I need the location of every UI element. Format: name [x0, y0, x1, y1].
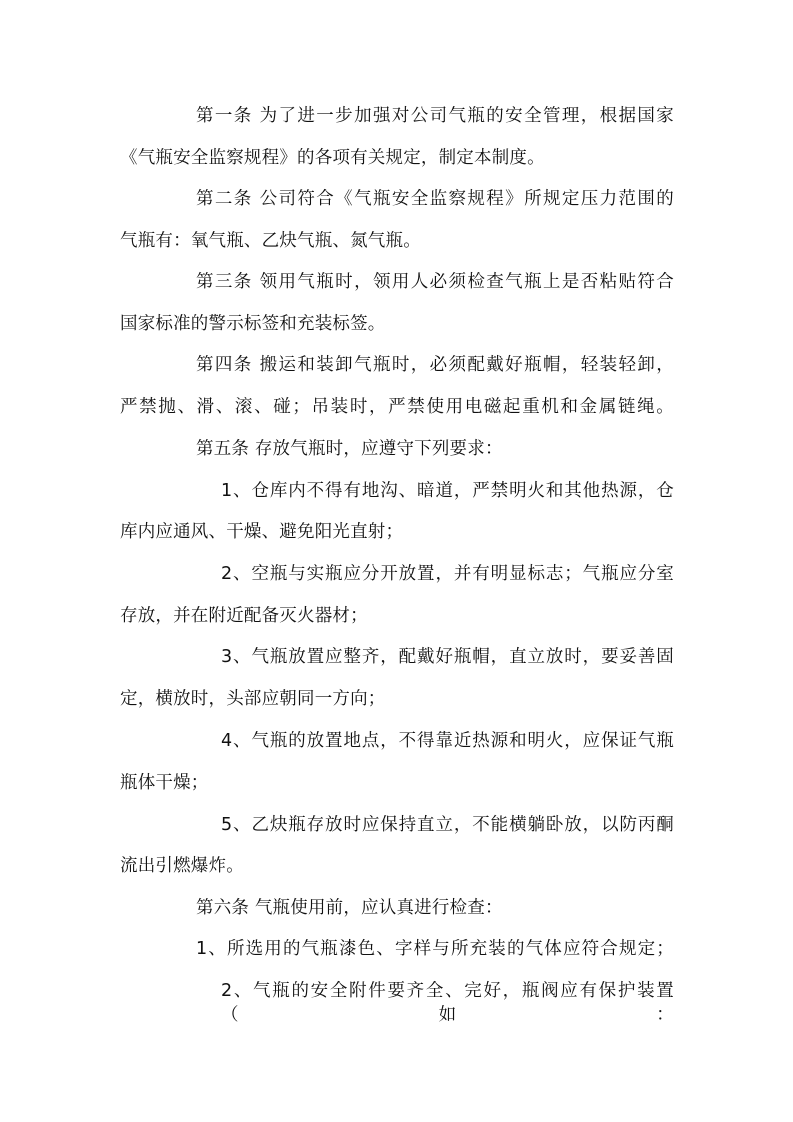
article-5-item-3-line-2: 定，横放时，头部应朝同一方向； [120, 689, 386, 709]
article-1-line-2: 《气瓶安全监察规程》的各项有关规定，制定本制度。 [120, 148, 545, 168]
article-5-item-5-line-2: 流出引燃爆炸。 [120, 856, 244, 876]
article-6-item-2-line-1: 2、气瓶的安全附件要齐全、完好，瓶阀应有保护装置（如： [221, 981, 674, 1025]
article-5-item-1-line-2: 库内应通风、干燥、避免阳光直射； [120, 522, 404, 542]
article-5-item-3-line-1: 3、气瓶放置应整齐，配戴好瓶帽，直立放时，要妥善固 [221, 647, 674, 667]
article-3-line-2: 国家标准的警示标签和充装标签。 [120, 314, 386, 334]
article-4-line-1: 第四条 搬运和装卸气瓶时，必须配戴好瓶帽，轻装轻卸， [196, 355, 674, 375]
article-3-line-1: 第三条 领用气瓶时，领用人必须检查气瓶上是否粘贴符合 [196, 272, 674, 292]
article-2-line-1: 第二条 公司符合《气瓶安全监察规程》所规定压力范围的 [196, 189, 674, 209]
article-5-item-2-line-1: 2、空瓶与实瓶应分开放置，并有明显标志；气瓶应分室 [221, 564, 674, 584]
article-4-line-2: 严禁抛、滑、滚、碰；吊装时，严禁使用电磁起重机和金属链绳。 [120, 397, 674, 417]
article-5-item-4-line-1: 4、气瓶的放置地点，不得靠近热源和明火，应保证气瓶 [221, 731, 674, 751]
article-5-item-5-line-1: 5、乙炔瓶存放时应保持直立，不能横躺卧放，以防丙酮 [221, 815, 674, 835]
article-5-item-4-line-2: 瓶体干燥； [120, 773, 209, 793]
article-2-line-2: 气瓶有：氧气瓶、乙炔气瓶、氮气瓶。 [120, 231, 421, 251]
article-5-heading: 第五条 存放气瓶时，应遵守下列要求： [196, 439, 503, 459]
article-6-heading: 第六条 气瓶使用前，应认真进行检查： [196, 898, 503, 918]
article-5-item-2-line-2: 存放，并在附近配备灭火器材； [120, 606, 368, 626]
article-1-line-1: 第一条 为了进一步加强对公司气瓶的安全管理，根据国家 [196, 106, 674, 126]
article-5-item-1-line-1: 1、仓库内不得有地沟、暗道，严禁明火和其他热源，仓 [221, 481, 674, 501]
article-6-item-1: 1、所选用的气瓶漆色、字样与所充装的气体应符合规定； [196, 939, 674, 959]
